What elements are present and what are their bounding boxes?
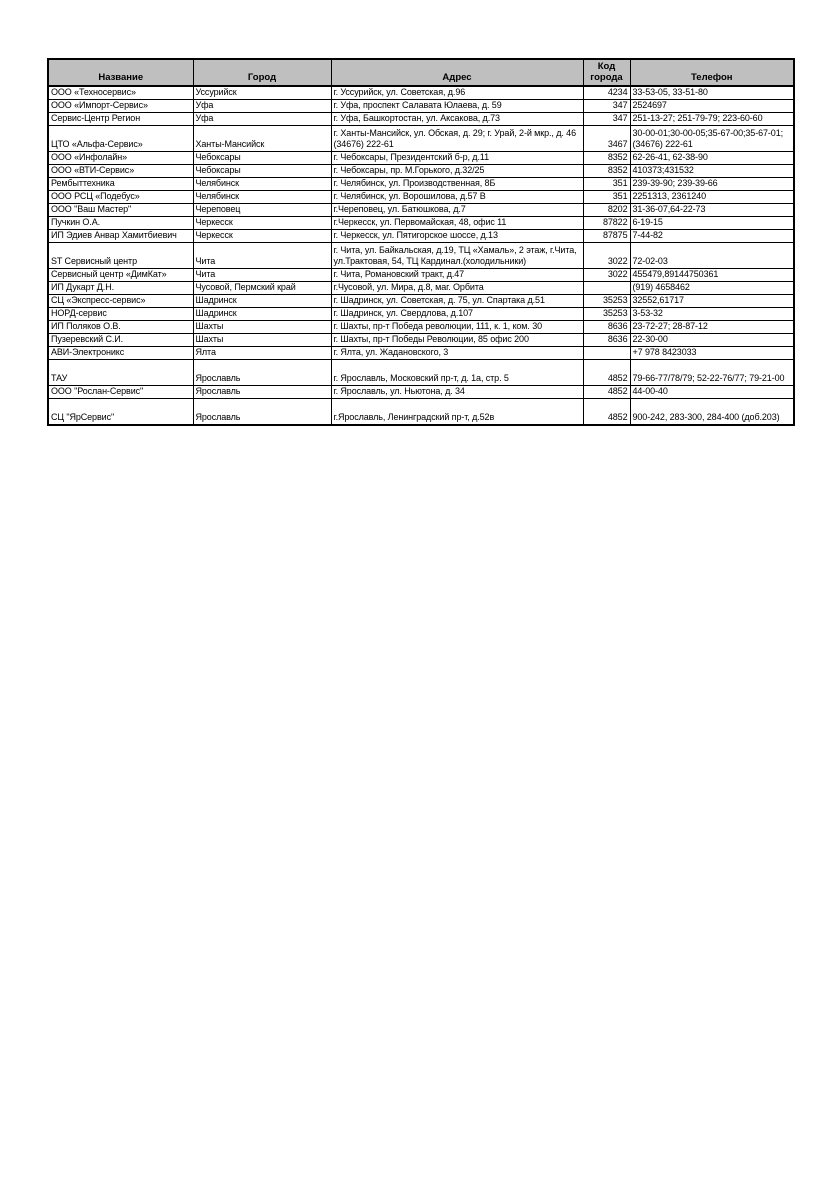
table-row bbox=[48, 178, 794, 191]
cell-city: Череповец bbox=[193, 204, 331, 217]
cell-address: г. Ярославль, Московский пр-т, д. 1а, стр. 5 bbox=[331, 360, 583, 386]
cell-phone: 72-02-03 bbox=[630, 243, 794, 269]
cell-code: 87822 bbox=[583, 217, 630, 230]
table-row bbox=[48, 113, 794, 126]
cell-city: Чита bbox=[193, 269, 331, 282]
cell-address: г. Шахты, пр-т Победа революции, 111, к. 1, ком. 30 bbox=[331, 321, 583, 334]
cell-code: 351 bbox=[583, 191, 630, 204]
cell-city: Ханты-Мансийск bbox=[193, 126, 331, 152]
column-header-phone: Телефон bbox=[630, 59, 794, 86]
cell-city: Ярославль bbox=[193, 386, 331, 399]
table-row bbox=[48, 86, 794, 100]
cell-phone: 44-00-40 bbox=[630, 386, 794, 399]
cell-city: Ялта bbox=[193, 347, 331, 360]
cell-code: 35253 bbox=[583, 308, 630, 321]
table-row bbox=[48, 295, 794, 308]
cell-phone: 2524697 bbox=[630, 100, 794, 113]
cell-code bbox=[583, 347, 630, 360]
cell-city: Уссурийск bbox=[193, 86, 331, 100]
column-header-city: Город bbox=[193, 59, 331, 86]
table-row bbox=[48, 126, 794, 152]
table-header bbox=[48, 59, 794, 86]
cell-phone: 30-00-01;30-00-05;35-67-00;35-67-01;(34676) 222-61 bbox=[630, 126, 794, 152]
cell-code: 8352 bbox=[583, 152, 630, 165]
cell-address: г. Ханты-Мансийск, ул. Обская, д. 29; г. Урай, 2-й мкр., д. 46 (34676) 222-61 bbox=[331, 126, 583, 152]
cell-address: г. Шахты, пр-т Победы Революции, 85 офис 200 bbox=[331, 334, 583, 347]
cell-code: 8636 bbox=[583, 321, 630, 334]
cell-name: ООО «Техносервис» bbox=[48, 86, 193, 100]
table-body bbox=[48, 86, 794, 425]
cell-address: г. Уссурийск, ул. Советская, д.96 bbox=[331, 86, 583, 100]
cell-phone: 455479,89144750361 bbox=[630, 269, 794, 282]
cell-city: Шадринск bbox=[193, 308, 331, 321]
cell-address: г. Уфа, проспект Салавата Юлаева, д. 59 bbox=[331, 100, 583, 113]
cell-city: Чебоксары bbox=[193, 152, 331, 165]
cell-name: ООО «ВТИ-Сервис» bbox=[48, 165, 193, 178]
cell-address: г. Ярославль, ул. Ньютона, д. 34 bbox=[331, 386, 583, 399]
cell-code: 3022 bbox=[583, 243, 630, 269]
cell-code: 8352 bbox=[583, 165, 630, 178]
cell-name: ЦТО «Альфа-Сервис» bbox=[48, 126, 193, 152]
cell-name: ООО "Ваш Мастер" bbox=[48, 204, 193, 217]
table-row bbox=[48, 152, 794, 165]
cell-city: Уфа bbox=[193, 100, 331, 113]
column-header-address: Адрес bbox=[331, 59, 583, 86]
cell-city: Уфа bbox=[193, 113, 331, 126]
cell-phone: 33-53-05, 33-51-80 bbox=[630, 86, 794, 100]
cell-address: г. Шадринск, ул. Советская, д. 75, ул. Спартака д.51 bbox=[331, 295, 583, 308]
cell-address: г. Чебоксары, пр. М.Горького, д.32/25 bbox=[331, 165, 583, 178]
cell-address: г. Чита, ул. Байкальская, д.19, ТЦ «Хамаль», 2 этаж, г.Чита, ул.Трактовая, 54, ТЦ Кардинал.(холодильники) bbox=[331, 243, 583, 269]
cell-name: ИП Дукарт Д.Н. bbox=[48, 282, 193, 295]
cell-code: 4852 bbox=[583, 399, 630, 425]
cell-phone: 3-53-32 bbox=[630, 308, 794, 321]
cell-name: СЦ "ЯрСервис" bbox=[48, 399, 193, 425]
cell-phone: 251-13-27; 251-79-79; 223-60-60 bbox=[630, 113, 794, 126]
cell-address: г.Чусовой, ул. Мира, д.8, маг. Орбита bbox=[331, 282, 583, 295]
cell-name: Сервисный центр «ДимКат» bbox=[48, 269, 193, 282]
cell-code: 87875 bbox=[583, 230, 630, 243]
cell-address: г. Черкесск, ул. Пятигорское шоссе, д.13 bbox=[331, 230, 583, 243]
cell-code: 4852 bbox=[583, 386, 630, 399]
header-row bbox=[48, 59, 794, 86]
cell-code: 8202 bbox=[583, 204, 630, 217]
cell-code: 35253 bbox=[583, 295, 630, 308]
cell-city: Ярославль bbox=[193, 399, 331, 425]
cell-city: Шадринск bbox=[193, 295, 331, 308]
cell-phone: 410373;431532 bbox=[630, 165, 794, 178]
table-row bbox=[48, 321, 794, 334]
cell-address: г. Ялта, ул. Жадановского, 3 bbox=[331, 347, 583, 360]
cell-name: Рембыттехника bbox=[48, 178, 193, 191]
cell-phone: 7-44-82 bbox=[630, 230, 794, 243]
cell-address: г. Челябинск, ул. Ворошилова, д.57 В bbox=[331, 191, 583, 204]
cell-address: г. Чита, Романовский тракт, д.47 bbox=[331, 269, 583, 282]
table-row bbox=[48, 347, 794, 360]
cell-city: Черкесск bbox=[193, 217, 331, 230]
cell-code: 4852 bbox=[583, 360, 630, 386]
column-header-code: Код города bbox=[583, 59, 630, 86]
cell-address: г.Черкесск, ул. Первомайская, 48, офис 11 bbox=[331, 217, 583, 230]
cell-name: НОРД-сервис bbox=[48, 308, 193, 321]
table-row bbox=[48, 360, 794, 386]
cell-city: Шахты bbox=[193, 321, 331, 334]
cell-code bbox=[583, 282, 630, 295]
cell-code: 347 bbox=[583, 100, 630, 113]
cell-name: ИП Эдиев Анвар Хамитбиевич bbox=[48, 230, 193, 243]
cell-address: г.Череповец, ул. Батюшкова, д.7 bbox=[331, 204, 583, 217]
table-row bbox=[48, 308, 794, 321]
cell-name: СЦ «Экспресс-сервис» bbox=[48, 295, 193, 308]
cell-name: ООО РСЦ «Подебус» bbox=[48, 191, 193, 204]
table-row bbox=[48, 230, 794, 243]
cell-phone: 62-26-41, 62-38-90 bbox=[630, 152, 794, 165]
cell-name: ST Сервисный центр bbox=[48, 243, 193, 269]
cell-name: Пузеревский С.И. bbox=[48, 334, 193, 347]
cell-city: Чусовой, Пермский край bbox=[193, 282, 331, 295]
cell-name: ТАУ bbox=[48, 360, 193, 386]
cell-phone: 239-39-90; 239-39-66 bbox=[630, 178, 794, 191]
cell-address: г. Уфа, Башкортостан, ул. Аксакова, д.73 bbox=[331, 113, 583, 126]
cell-city: Чебоксары bbox=[193, 165, 331, 178]
cell-code: 8636 bbox=[583, 334, 630, 347]
cell-code: 3467 bbox=[583, 126, 630, 152]
cell-code: 347 bbox=[583, 113, 630, 126]
table-row bbox=[48, 282, 794, 295]
cell-name: ООО "Рослан-Сервис" bbox=[48, 386, 193, 399]
table-row bbox=[48, 269, 794, 282]
table-row bbox=[48, 165, 794, 178]
table-row bbox=[48, 399, 794, 425]
cell-city: Черкесск bbox=[193, 230, 331, 243]
cell-city: Чита bbox=[193, 243, 331, 269]
cell-phone: 900-242, 283-300, 284-400 (доб.203) bbox=[630, 399, 794, 425]
cell-address: г. Челябинск, ул. Производственная, 8Б bbox=[331, 178, 583, 191]
cell-phone: 32552,61717 bbox=[630, 295, 794, 308]
cell-phone: 2251313, 2361240 bbox=[630, 191, 794, 204]
cell-city: Ярославль bbox=[193, 360, 331, 386]
cell-code: 3022 bbox=[583, 269, 630, 282]
table-row bbox=[48, 217, 794, 230]
cell-phone: 31-36-07,64-22-73 bbox=[630, 204, 794, 217]
cell-phone: 79-66-77/78/79; 52-22-76/77; 79-21-00 bbox=[630, 360, 794, 386]
cell-address: г. Чебоксары, Президентский б-р, д.11 bbox=[331, 152, 583, 165]
cell-phone: (919) 4658462 bbox=[630, 282, 794, 295]
service-centers-table bbox=[47, 58, 795, 426]
cell-code: 4234 bbox=[583, 86, 630, 100]
cell-city: Челябинск bbox=[193, 191, 331, 204]
cell-name: ООО «Инфолайн» bbox=[48, 152, 193, 165]
cell-name: Сервис-Центр Регион bbox=[48, 113, 193, 126]
cell-name: АВИ-Электроникс bbox=[48, 347, 193, 360]
cell-name: ИП Поляков О.В. bbox=[48, 321, 193, 334]
column-header-name: Название bbox=[48, 59, 193, 86]
table-row bbox=[48, 100, 794, 113]
table-row bbox=[48, 386, 794, 399]
cell-phone: 6-19-15 bbox=[630, 217, 794, 230]
cell-address: г.Ярославль, Ленинградский пр-т, д.52в bbox=[331, 399, 583, 425]
table-row bbox=[48, 191, 794, 204]
cell-name: Пучкин О.А. bbox=[48, 217, 193, 230]
cell-code: 351 bbox=[583, 178, 630, 191]
table-row bbox=[48, 243, 794, 269]
cell-phone: 22-30-00 bbox=[630, 334, 794, 347]
cell-name: ООО «Импорт-Сервис» bbox=[48, 100, 193, 113]
cell-phone: 23-72-27; 28-87-12 bbox=[630, 321, 794, 334]
cell-address: г. Шадринск, ул. Свердлова, д.107 bbox=[331, 308, 583, 321]
cell-city: Шахты bbox=[193, 334, 331, 347]
table-row bbox=[48, 334, 794, 347]
table-row bbox=[48, 204, 794, 217]
cell-city: Челябинск bbox=[193, 178, 331, 191]
cell-phone: +7 978 8423033 bbox=[630, 347, 794, 360]
